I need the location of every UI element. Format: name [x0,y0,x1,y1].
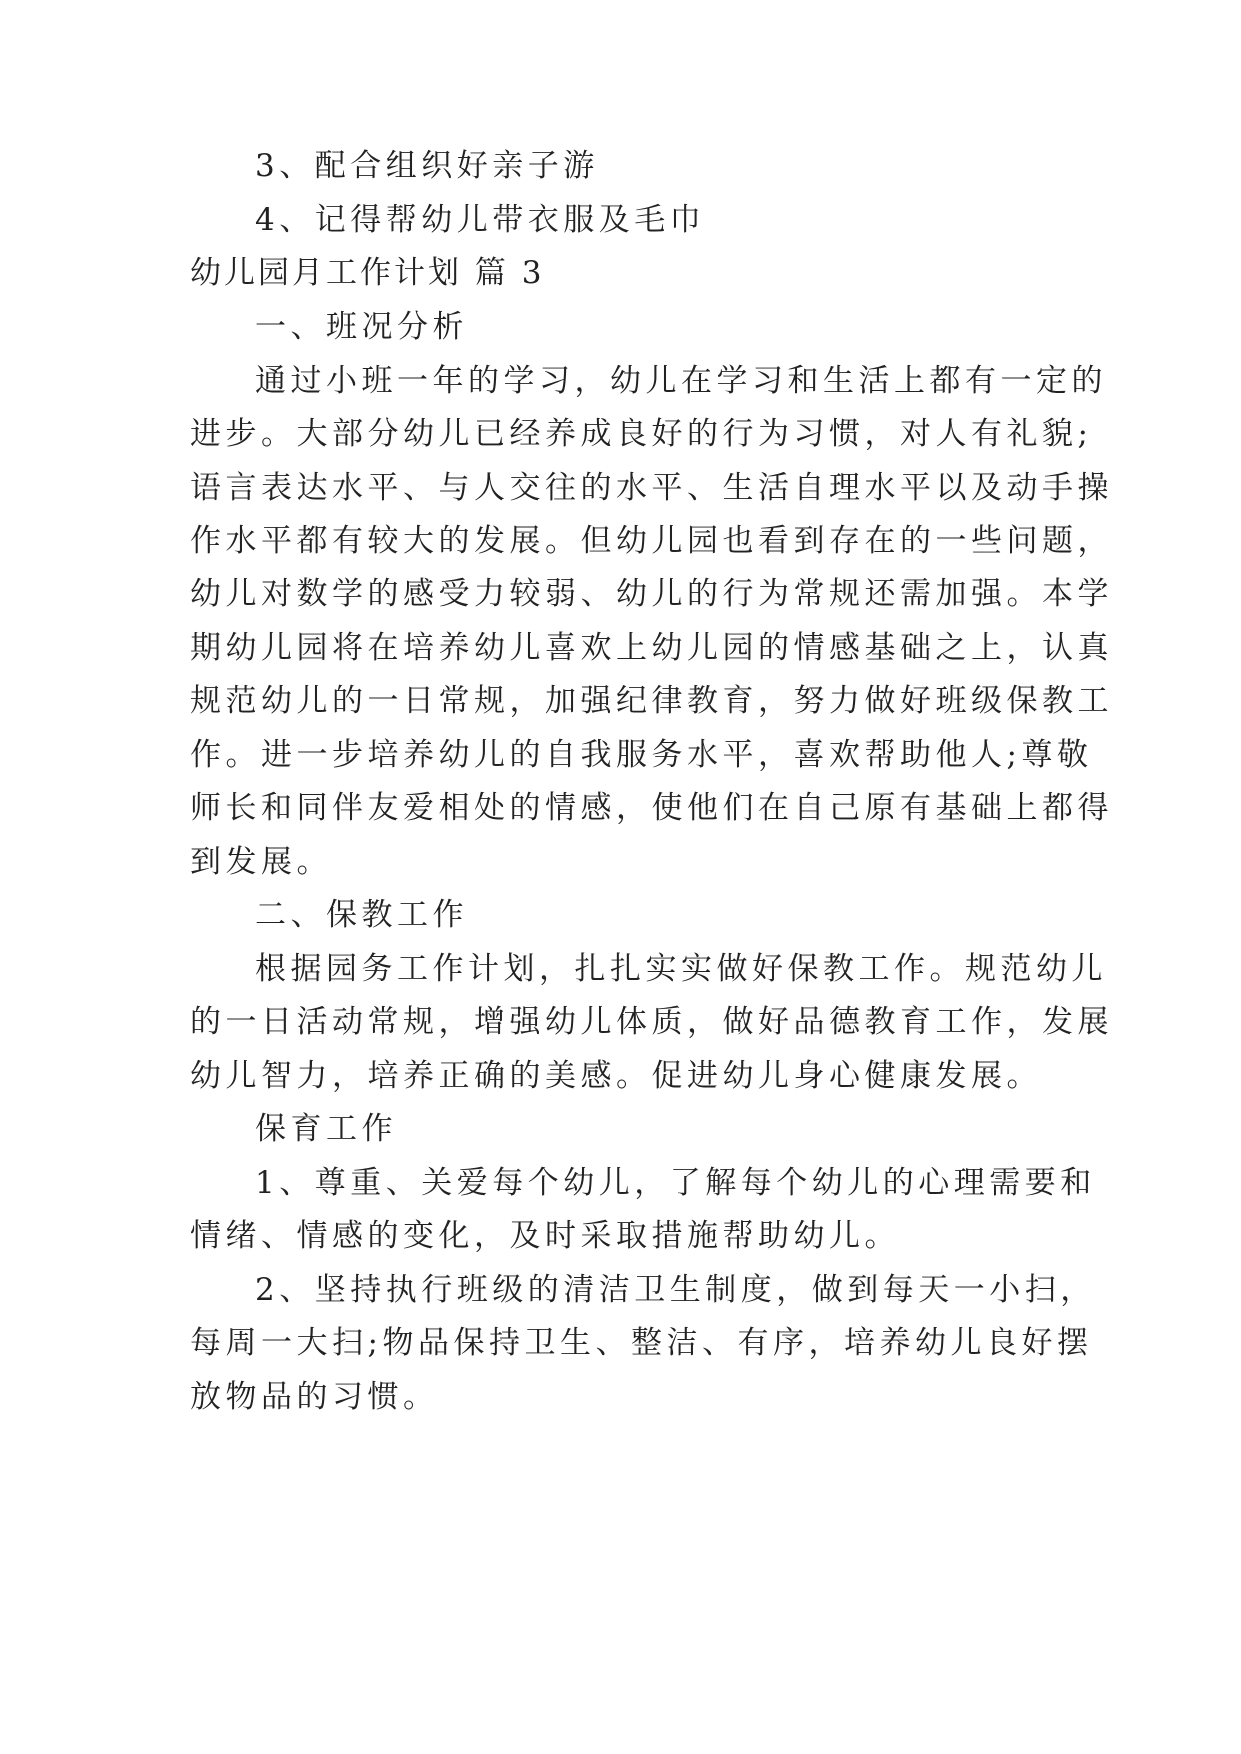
paragraph-line: 进步。大部分幼儿已经养成良好的行为习惯，对人有礼貌; [190,416,1093,452]
heading-nursing-work: 保育工作 [255,1111,397,1147]
heading-care-education: 二、保教工作 [255,897,468,933]
paragraph-line: 通过小班一年的学习，幼儿在学习和生活上都有一定的 [255,363,1107,399]
list-item: 3、配合组织好亲子游 [255,148,599,184]
paragraph-line: 2、坚持执行班级的清洁卫生制度，做到每天一小扫， [255,1272,1096,1308]
paragraph-line: 幼儿对数学的感受力较弱、幼儿的行为常规还需加强。本学 [190,576,1113,612]
paragraph-line: 放物品的习惯。 [190,1379,439,1415]
section-title: 幼儿园月工作计划 篇 3 [190,255,545,291]
paragraph-line: 幼儿智力，培养正确的美感。促进幼儿身心健康发展。 [190,1058,1042,1094]
paragraph-line: 作。进一步培养幼儿的自我服务水平，喜欢帮助他人;尊敬 [190,737,1093,773]
paragraph-line: 作水平都有较大的发展。但幼儿园也看到存在的一些问题， [190,523,1113,559]
paragraph-line: 的一日活动常规，增强幼儿体质，做好品德教育工作，发展 [190,1004,1113,1040]
paragraph-line: 到发展。 [190,844,332,880]
paragraph-line: 语言表达水平、与人交往的水平、生活自理水平以及动手操 [190,470,1113,506]
paragraph-line: 情绪、情感的变化，及时采取措施帮助幼儿。 [190,1218,900,1254]
paragraph-line: 期幼儿园将在培养幼儿喜欢上幼儿园的情感基础之上，认真 [190,630,1113,666]
paragraph-line: 规范幼儿的一日常规，加强纪律教育，努力做好班级保教工 [190,683,1113,719]
paragraph-line: 根据园务工作计划，扎扎实实做好保教工作。规范幼儿 [255,951,1107,987]
heading-class-analysis: 一、班况分析 [255,309,468,345]
list-item: 4、记得帮幼儿带衣服及毛巾 [255,202,706,238]
paragraph-line: 每周一大扫;物品保持卫生、整洁、有序，培养幼儿良好摆 [190,1325,1093,1361]
paragraph-line: 1、尊重、关爱每个幼儿，了解每个幼儿的心理需要和 [255,1165,1096,1201]
paragraph-line: 师长和同伴友爱相处的情感，使他们在自己原有基础上都得 [190,790,1113,826]
